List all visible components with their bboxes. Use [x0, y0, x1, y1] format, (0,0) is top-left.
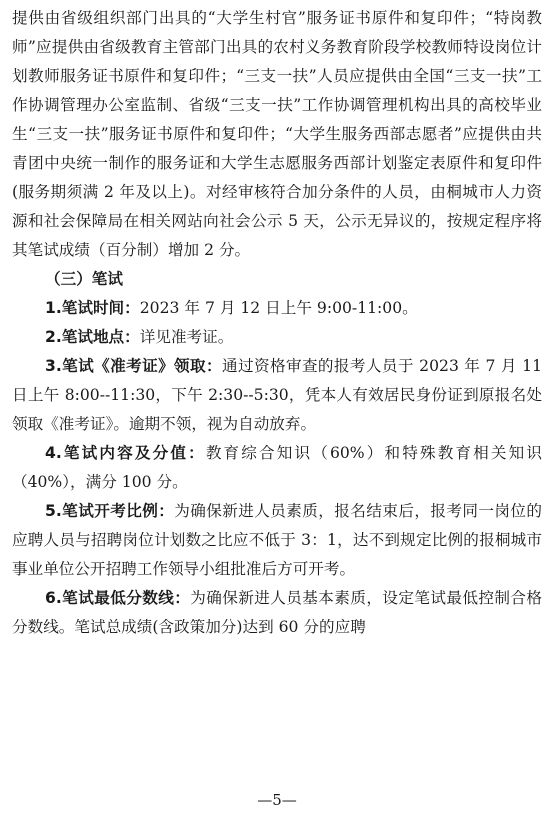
- item-text: 为确保新进人员素质，报名结束后，报考同一岗位的应聘人员与招聘岗位计划数之比应不低于 3：1，达不到规定比例的报桐城市事业单位公开招聘工作领导小组批准后方可开考。: [12, 502, 542, 578]
- item-paragraph-3: [12, 352, 542, 439]
- item-text: 2023 年 7 月 12 日上午 9:00-11:00。: [139, 299, 418, 317]
- item-label: 2.笔试地点：: [45, 328, 140, 346]
- item-label: 3.笔试《准考证》领取：: [45, 357, 223, 375]
- item-label: 1.笔试时间：: [45, 299, 140, 317]
- item-paragraph-5: [12, 497, 542, 584]
- item-label: 4.笔试内容及分值：: [45, 444, 206, 462]
- intro-paragraph: 提供由省级组织部门出具的“大学生村官”服务证书原件和复印件；“特岗教师”应提供由省级教育主管部门出具的农村义务教育阶段学校教师特设岗位计划教师服务证书原件和复印件；“三支一扶”人员应提供由全国“三支一扶”工作协调管理办公室监制、省级“三支一扶”工作协调管理机构出具的高校毕业生“三支一扶”服务证书原件和复印件；“大学生服务西部志愿者”应提供由共青团中央统一制作的服务证和大学生志愿服务西部计划鉴定表原件和复印件(服务期须满 2 年及以上)。对经审核符合加分条件的人员，由桐城市人力资源和社会保障局在相关网站向社会公示 5 天，公示无异议的，按规定程序将其笔试成绩（百分制）增加 2 分。: [12, 9, 542, 259]
- document-body: [12, 4, 542, 642]
- item-paragraph-4: [12, 439, 542, 497]
- item-label: 5.笔试开考比例：: [45, 502, 175, 520]
- item-label: 6.笔试最低分数线：: [45, 589, 191, 607]
- section-title: （三）笔试: [45, 270, 123, 288]
- item-paragraph-2: [12, 323, 542, 352]
- item-text: 为确保新进人员基本素质，设定笔试最低控制合格分数线。笔试总成绩(含政策加分)达到 60 分的应聘: [12, 589, 542, 636]
- item-text: 通过资格审查的报考人员于 2023 年 7 月 11 日上午 8:00--11:30，下午 2:30--5:30，凭本人有效居民身份证到原报名处领取《准考证》。逾期不领，视为自动放弃。: [12, 357, 542, 433]
- item-paragraph-6: [12, 584, 542, 642]
- item-text: 详见准考证。: [139, 328, 234, 346]
- section-heading: [12, 265, 542, 294]
- page-number: —5—: [257, 791, 297, 809]
- item-text: 教育综合知识（60%）和特殊教育相关知识（40%），满分 100 分。: [12, 444, 542, 491]
- item-paragraph-1: [12, 294, 542, 323]
